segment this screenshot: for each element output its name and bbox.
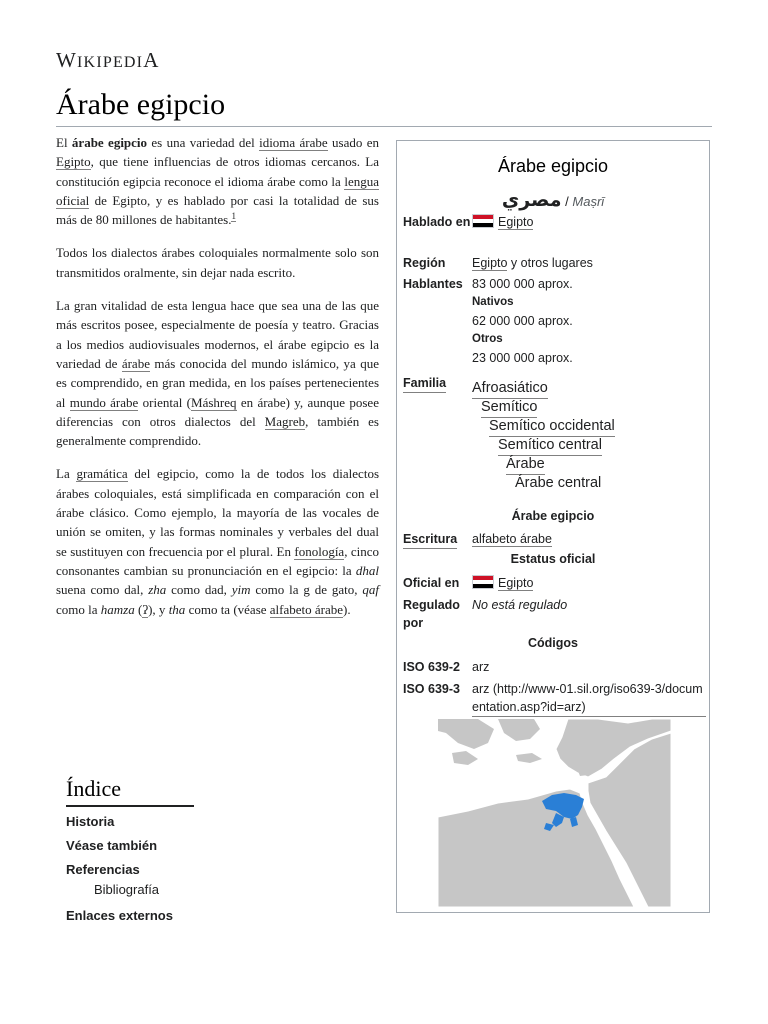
link-alfabeto-arabe-infobox[interactable]: alfabeto árabe xyxy=(472,532,552,546)
toc-divider xyxy=(66,805,194,807)
link-fonologia[interactable]: fonología xyxy=(294,543,345,559)
link-region-egipto[interactable]: Egipto xyxy=(472,256,508,270)
family-afroasiatico[interactable]: Afroasiático xyxy=(472,379,548,399)
family-semitico-central[interactable]: Semítico central xyxy=(498,436,602,456)
link-iso-639-3[interactable]: arz (http://www-01.sil.org/iso639-3/documentation.asp?id=arz) xyxy=(472,680,706,717)
link-oficial-egipto[interactable]: Egipto xyxy=(498,576,534,590)
paragraph-2: Todos los dialectos árabes coloquiales normalmente solo son transmitidos oralmente, sin dejar nada escrito. xyxy=(56,245,379,280)
infobox-native-name: مصري / Maṣrī xyxy=(501,189,605,211)
paragraph-3: La gran vitalidad de esta lengua hace que sea una de las que más escritos posee, especialmente de poesía y teatro. Gracias a los medios audiovisuales modernos, el árabe egipcio es la variedad de árabe más conocida del mundo islámico, ya que es comprendido, en gran medida, en los países pertenecientes al mundo árabe oriental (Máshreq en árabe) y, aunque posee diferencias con otros dialectos del Magreb, también es generalmente comprendido. xyxy=(56,298,379,449)
link-egipto-infobox[interactable]: Egipto xyxy=(498,215,534,229)
egypt-flag-icon xyxy=(472,575,494,589)
page-title: Árabe egipcio xyxy=(56,88,226,121)
footnote-ref[interactable]: 1 xyxy=(231,210,236,221)
paragraph-4: La gramática del egipcio, como la de todos los dialectos árabes coloquiales, está simplificada en comparación con el árabe clásico. Como ejemplo, la mayoría de las vocales de unión se omiten, y las formas nominales y verbales del dual se sustituyen con frecuencia por el plural. En fonología, cinco consonantes cambian su pronunciación en el egipcio: la dhal suena como dal, zha como dad, yim como la g de gato, qaf como la hamza (ʔ), y tha como ta (véase alfabeto árabe). xyxy=(56,466,380,617)
section-arabe-egipcio: Árabe egipcio xyxy=(511,509,595,523)
table-of-contents xyxy=(66,774,366,931)
toc-item-historia[interactable]: Historia xyxy=(66,814,115,829)
infobox-title: Árabe egipcio xyxy=(497,156,609,176)
paragraph-1: El árabe egipcio es una variedad del idioma árabe usado en Egipto, que tiene influencias de otros idiomas cercanos. La constitución egipcia reconoce el idioma árabe como la lengua oficial de Egipto, y es hablado por casi la totalidad de sus más de 80 millones de habitantes.$^1$ xyxy=(56,135,380,228)
toc-item-referencias[interactable]: Referencias xyxy=(66,862,140,877)
link-mashreq[interactable]: Máshreq xyxy=(191,394,237,410)
section-estatus-oficial: Estatus oficial xyxy=(510,552,596,566)
link-magreb[interactable]: Magreb xyxy=(264,413,306,429)
article-body xyxy=(56,133,379,633)
toc-title: Índice xyxy=(66,776,121,801)
toc-item-vease-tambien[interactable]: Véase también xyxy=(66,838,158,853)
link-egipto[interactable]: Egipto xyxy=(56,154,91,170)
toc-item-bibliografia[interactable]: Bibliografía xyxy=(94,882,160,897)
family-semitico-occidental[interactable]: Semítico occidental xyxy=(489,417,615,437)
title-divider xyxy=(56,126,712,127)
egypt-dialect-map xyxy=(438,719,671,907)
language-infobox: Árabe egipcio مصري / Maṣrī Hablado en Egipto Región Egipto y otros lugares Hablantes 83 000 000 aprox. Nativos 62 000 000 aprox. Otros 23 000 000 aprox. Familia Afroasiático Semítico Semítico occidental Semítico central Árabe Árabe central Árabe egipcio Escritura alfabeto árabe Estatus oficial Oficial en Egipto Regulado por No está regulado Códigos ISO 639-2 arz ISO 639-3 arz (http://www-01.sil.org/iso639-3/documentation.asp?id=arz) xyxy=(396,140,710,913)
link-arabe[interactable]: árabe xyxy=(121,355,150,371)
family-semitico[interactable]: Semítico xyxy=(481,398,537,418)
link-idioma-arabe[interactable]: idioma árabe xyxy=(259,135,328,150)
egypt-flag-icon xyxy=(472,214,494,228)
link-lengua-oficial[interactable]: lengua oficial xyxy=(56,173,379,208)
toc-item-enlaces-externos[interactable]: Enlaces externos xyxy=(66,908,173,923)
family-arabe-central: Árabe central xyxy=(515,475,602,491)
link-gramatica[interactable]: gramática xyxy=(76,466,128,482)
link-glottal-stop[interactable]: ʔ xyxy=(142,601,149,617)
section-codigos: Códigos xyxy=(528,636,578,650)
link-alfabeto-arabe[interactable]: alfabeto árabe xyxy=(269,601,344,617)
link-mundo-arabe[interactable]: mundo árabe xyxy=(69,394,139,410)
family-arabe[interactable]: Árabe xyxy=(506,455,545,475)
wikipedia-logo[interactable]: WIKIPEDIA xyxy=(56,48,160,72)
